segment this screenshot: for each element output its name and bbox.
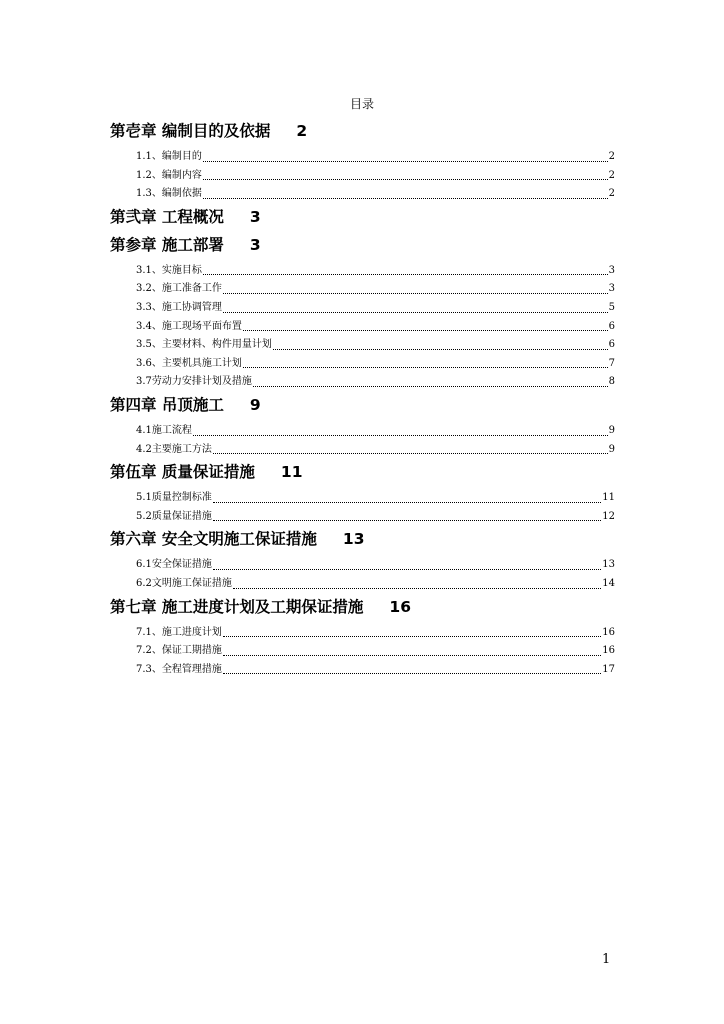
section-title: 7.2、保证工期措施 <box>136 645 222 657</box>
toc-section-link[interactable] <box>136 624 615 643</box>
toc-chapter-link[interactable] <box>110 594 615 620</box>
chapter-page-number: 3 <box>249 207 261 226</box>
toc-section-link[interactable] <box>136 575 615 594</box>
section-page-number: 5 <box>608 301 615 313</box>
dot-leader <box>223 292 608 294</box>
toc-section-link[interactable] <box>136 373 615 392</box>
chapter-title: 第七章 施工进度计划及工期保证措施 <box>110 597 364 616</box>
section-page-number: 9 <box>608 424 615 436</box>
section-page-number: 16 <box>602 645 615 657</box>
toc-section-link[interactable] <box>136 422 615 441</box>
section-title: 7.1、施工进度计划 <box>136 626 222 638</box>
dot-leader <box>223 672 601 674</box>
toc-chapter-link[interactable] <box>110 392 615 418</box>
section-title: 7.3、全程管理措施 <box>136 663 222 675</box>
dot-leader <box>213 452 608 454</box>
dot-leader <box>203 273 608 275</box>
chapter-title: 第伍章 质量保证措施 <box>110 463 255 482</box>
section-page-number: 11 <box>602 492 615 504</box>
section-title: 3.7劳动力安排计划及措施 <box>136 376 252 388</box>
section-page-number: 7 <box>608 357 615 369</box>
toc-section-link[interactable] <box>136 355 615 374</box>
toc-section-link[interactable] <box>136 642 615 661</box>
toc-section-link[interactable] <box>136 489 615 508</box>
chapter-page-number: 16 <box>389 597 411 616</box>
toc-chapter-link[interactable] <box>110 459 615 485</box>
toc-chapter-link[interactable] <box>110 204 615 230</box>
dot-leader <box>213 568 601 570</box>
chapter-page-number: 11 <box>280 463 303 482</box>
section-title: 6.1安全保证措施 <box>136 559 212 571</box>
chapter-sections <box>110 620 615 680</box>
toc-chapter-link[interactable] <box>110 232 615 258</box>
section-page-number: 13 <box>602 559 615 571</box>
dot-leader <box>203 197 608 199</box>
section-title: 5.2质量保证措施 <box>136 510 212 522</box>
toc-section-link[interactable] <box>136 318 615 337</box>
section-page-number: 6 <box>608 339 615 351</box>
toc-section-link[interactable] <box>136 185 615 204</box>
section-title: 3.5、主要材料、构件用量计划 <box>136 339 272 351</box>
toc-chapter-link[interactable] <box>110 118 615 144</box>
toc-heading: 目录 <box>349 97 374 111</box>
dot-leader <box>213 519 601 521</box>
dot-leader <box>223 654 601 656</box>
dot-leader <box>193 434 608 436</box>
dot-leader <box>203 160 608 162</box>
chapter-title: 第六章 安全文明施工保证措施 <box>110 530 317 549</box>
section-title: 3.3、施工协调管理 <box>136 301 222 313</box>
dot-leader <box>243 366 608 368</box>
toc-section-link[interactable] <box>136 556 615 575</box>
dot-leader <box>213 501 601 503</box>
table-of-contents <box>110 118 615 679</box>
section-title: 1.3、编制依据 <box>136 188 202 200</box>
section-page-number: 6 <box>608 320 615 332</box>
chapter-title: 第壱章 编制目的及依据 <box>110 122 271 140</box>
chapter-sections <box>110 144 615 204</box>
section-page-number: 3 <box>608 283 615 295</box>
section-title: 1.2、编制内容 <box>136 169 202 181</box>
dot-leader <box>223 635 601 637</box>
section-title: 3.6、主要机具施工计划 <box>136 357 242 369</box>
chapter-title: 第参章 施工部署 <box>110 235 224 254</box>
chapter-title: 第四章 吊顶施工 <box>110 395 224 414</box>
chapter-sections <box>110 552 615 593</box>
section-title: 3.4、施工现场平面布置 <box>136 320 242 332</box>
toc-section-link[interactable] <box>136 336 615 355</box>
toc-chapter-link[interactable] <box>110 526 615 552</box>
section-page-number: 2 <box>608 188 615 200</box>
toc-section-link[interactable] <box>136 262 615 281</box>
dot-leader <box>253 385 608 387</box>
section-title: 3.2、施工准备工作 <box>136 283 222 295</box>
chapter-page-number: 9 <box>249 395 261 414</box>
section-title: 5.1质量控制标准 <box>136 492 212 504</box>
section-page-number: 9 <box>608 443 615 455</box>
page-number: 1 <box>602 952 611 967</box>
toc-section-link[interactable] <box>136 148 615 167</box>
toc-section-link[interactable] <box>136 299 615 318</box>
section-page-number: 17 <box>602 663 615 675</box>
dot-leader <box>233 587 601 589</box>
toc-section-link[interactable] <box>136 661 615 680</box>
toc-section-link[interactable] <box>136 280 615 299</box>
section-page-number: 2 <box>608 151 615 162</box>
section-page-number: 12 <box>602 510 615 522</box>
chapter-sections <box>110 258 615 392</box>
chapter-page-number: 3 <box>249 235 261 254</box>
chapter-page-number: 2 <box>296 122 308 140</box>
section-title: 4.2主要施工方法 <box>136 443 212 455</box>
section-page-number: 14 <box>602 577 615 589</box>
section-title: 4.1施工流程 <box>136 424 192 436</box>
dot-leader <box>203 178 608 180</box>
section-title: 1.1、编制目的 <box>136 151 202 162</box>
chapter-sections <box>110 485 615 526</box>
dot-leader <box>243 329 608 331</box>
section-page-number: 8 <box>608 376 615 388</box>
section-title: 3.1、实施目标 <box>136 264 202 276</box>
toc-section-link[interactable] <box>136 167 615 186</box>
section-page-number: 2 <box>608 169 615 181</box>
dot-leader <box>223 311 608 313</box>
section-page-number: 3 <box>608 264 615 276</box>
toc-section-link[interactable] <box>136 441 615 460</box>
chapter-sections <box>110 418 615 459</box>
dot-leader <box>273 348 608 350</box>
chapter-page-number: 13 <box>342 530 365 549</box>
section-title: 6.2文明施工保证措施 <box>136 577 232 589</box>
chapter-title: 第弐章 工程概况 <box>110 207 224 226</box>
toc-section-link[interactable] <box>136 508 615 527</box>
section-page-number: 16 <box>602 626 615 638</box>
